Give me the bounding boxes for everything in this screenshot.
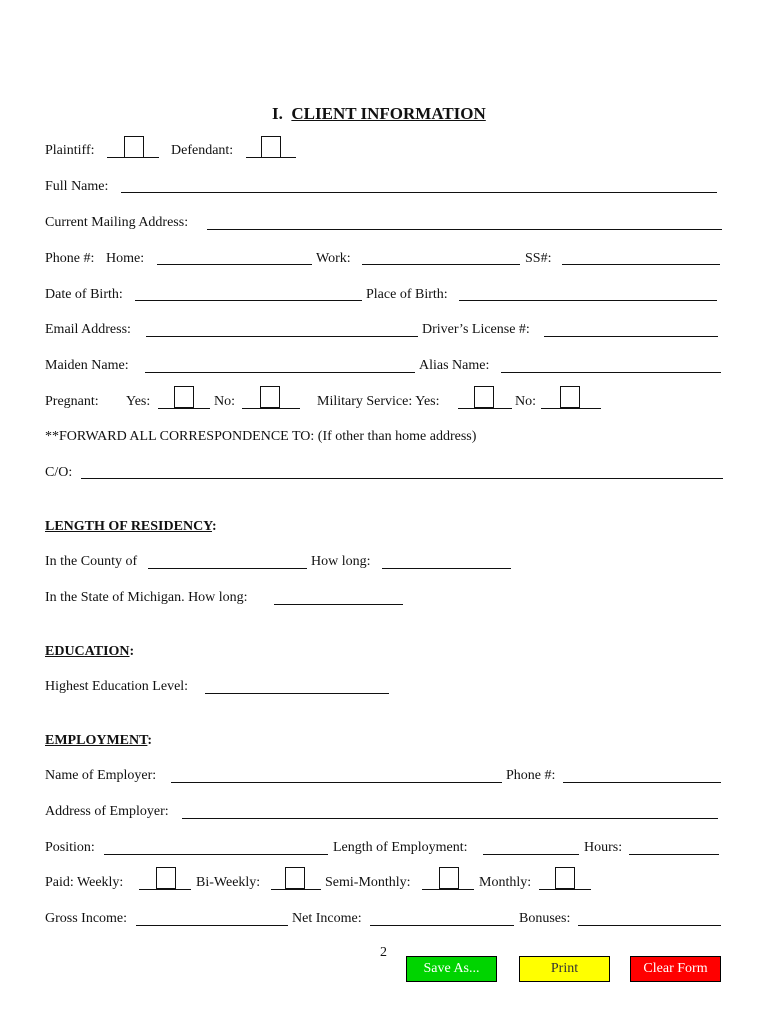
- position-field[interactable]: [104, 854, 328, 855]
- hours-field[interactable]: [629, 854, 719, 855]
- county-how-long-label: How long:: [311, 554, 371, 569]
- paid-biweekly-underline: [271, 889, 321, 890]
- clear-form-button[interactable]: Clear Form: [630, 956, 721, 982]
- home-phone-label: Home:: [106, 251, 145, 266]
- alias-name-field[interactable]: [501, 372, 721, 373]
- bonuses-field[interactable]: [578, 925, 721, 926]
- ssn-field[interactable]: [562, 264, 720, 265]
- paid-semimonthly-checkbox[interactable]: [439, 867, 459, 889]
- work-phone-field[interactable]: [362, 264, 520, 265]
- email-field[interactable]: [146, 336, 418, 337]
- print-button[interactable]: Print: [519, 956, 610, 982]
- paid-monthly-label: Monthly:: [479, 875, 532, 890]
- license-label: Driver’s License #:: [422, 322, 530, 337]
- save-as-button[interactable]: Save As...: [406, 956, 497, 982]
- defendant-label: Defendant:: [171, 143, 234, 158]
- paid-monthly-checkbox[interactable]: [555, 867, 575, 889]
- employment-heading: EMPLOYMENT:: [45, 733, 153, 748]
- phone-label: Phone #:: [45, 251, 95, 266]
- pregnant-no-underline: [242, 408, 300, 409]
- paid-biweekly-checkbox[interactable]: [285, 867, 305, 889]
- pregnant-label: Pregnant:: [45, 394, 99, 409]
- county-label: In the County of: [45, 554, 138, 569]
- paid-weekly-underline: [139, 889, 191, 890]
- mailing-address-label: Current Mailing Address:: [45, 215, 189, 230]
- pregnant-no-label: No:: [214, 394, 235, 409]
- paid-semimonthly-label: Semi-Monthly:: [325, 875, 411, 890]
- pregnant-yes-label: Yes:: [126, 394, 151, 409]
- paid-semimonthly-underline: [422, 889, 474, 890]
- military-no-underline: [541, 408, 601, 409]
- section-title-text: CLIENT INFORMATION: [291, 104, 486, 123]
- full-name-label: Full Name:: [45, 179, 109, 194]
- license-field[interactable]: [544, 336, 718, 337]
- forward-correspondence-note: **FORWARD ALL CORRESPONDENCE TO: (If other than home address): [45, 429, 477, 444]
- bonuses-label: Bonuses:: [519, 911, 571, 926]
- full-name-field[interactable]: [121, 192, 717, 193]
- page-number: 2: [380, 945, 387, 960]
- paid-biweekly-label: Bi-Weekly:: [196, 875, 261, 890]
- military-yes-checkbox[interactable]: [474, 386, 494, 408]
- net-income-field[interactable]: [370, 925, 514, 926]
- defendant-checkbox[interactable]: [261, 136, 281, 158]
- care-of-field[interactable]: [81, 478, 723, 479]
- paid-monthly-underline: [539, 889, 591, 890]
- employment-length-label: Length of Employment:: [333, 840, 468, 855]
- home-phone-field[interactable]: [157, 264, 312, 265]
- pob-label: Place of Birth:: [366, 287, 448, 302]
- military-no-checkbox[interactable]: [560, 386, 580, 408]
- dob-field[interactable]: [135, 300, 362, 301]
- education-heading: EDUCATION:: [45, 644, 135, 659]
- county-field[interactable]: [148, 568, 307, 569]
- military-yes-underline: [458, 408, 512, 409]
- net-income-label: Net Income:: [292, 911, 362, 926]
- employment-length-field[interactable]: [483, 854, 579, 855]
- alias-name-label: Alias Name:: [419, 358, 490, 373]
- paid-weekly-checkbox[interactable]: [156, 867, 176, 889]
- section-numeral: I.: [272, 104, 283, 123]
- employer-name-field[interactable]: [171, 782, 502, 783]
- education-level-label: Highest Education Level:: [45, 679, 189, 694]
- education-level-field[interactable]: [205, 693, 389, 694]
- gross-income-label: Gross Income:: [45, 911, 128, 926]
- residency-heading-text: LENGTH OF RESIDENCY: [45, 519, 213, 534]
- hours-label: Hours:: [584, 840, 623, 855]
- maiden-name-label: Maiden Name:: [45, 358, 129, 373]
- mailing-address-field[interactable]: [207, 229, 722, 230]
- employer-address-label: Address of Employer:: [45, 804, 169, 819]
- military-yes-label: Military Service: Yes:: [317, 394, 440, 409]
- position-label: Position:: [45, 840, 95, 855]
- gross-income-field[interactable]: [136, 925, 288, 926]
- plaintiff-label: Plaintiff:: [45, 143, 95, 158]
- employer-address-field[interactable]: [182, 818, 718, 819]
- plaintiff-checkbox[interactable]: [124, 136, 144, 158]
- pregnant-yes-checkbox[interactable]: [174, 386, 194, 408]
- ssn-label: SS#:: [525, 251, 552, 266]
- residency-heading: LENGTH OF RESIDENCY:: [45, 519, 217, 534]
- care-of-label: C/O:: [45, 465, 73, 480]
- employment-heading-text: EMPLOYMENT: [45, 733, 148, 748]
- section-title: [272, 104, 486, 124]
- military-no-label: No:: [515, 394, 536, 409]
- state-how-long-label: In the State of Michigan. How long:: [45, 590, 248, 605]
- employer-phone-field[interactable]: [563, 782, 721, 783]
- maiden-name-field[interactable]: [145, 372, 415, 373]
- education-heading-text: EDUCATION: [45, 644, 130, 659]
- employer-name-label: Name of Employer:: [45, 768, 157, 783]
- pob-field[interactable]: [459, 300, 717, 301]
- dob-label: Date of Birth:: [45, 287, 123, 302]
- county-how-long-field[interactable]: [382, 568, 511, 569]
- paid-weekly-label: Paid: Weekly:: [45, 875, 124, 890]
- state-how-long-field[interactable]: [274, 604, 403, 605]
- pregnant-yes-underline: [158, 408, 210, 409]
- employer-phone-label: Phone #:: [506, 768, 556, 783]
- pregnant-no-checkbox[interactable]: [260, 386, 280, 408]
- email-label: Email Address:: [45, 322, 131, 337]
- work-phone-label: Work:: [316, 251, 351, 266]
